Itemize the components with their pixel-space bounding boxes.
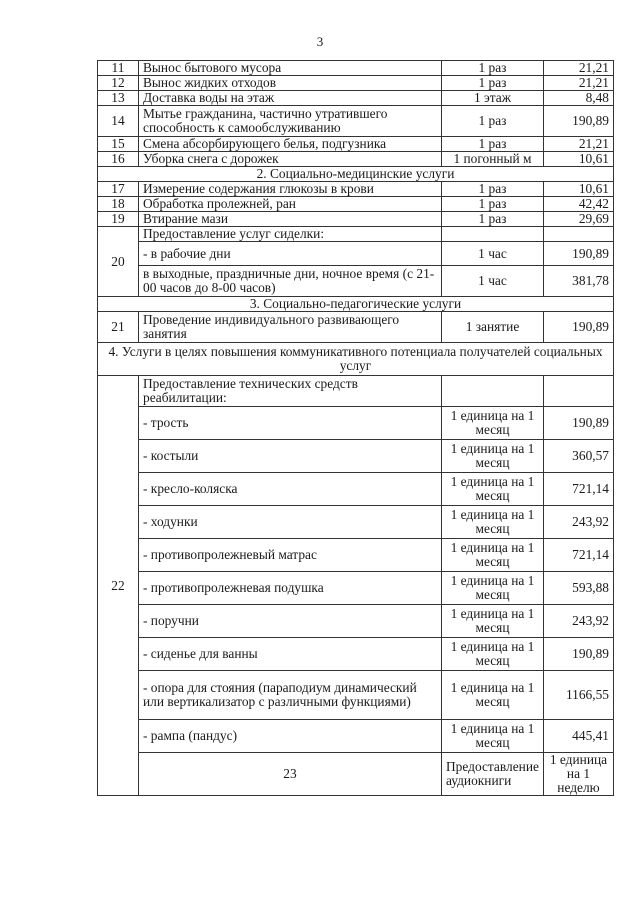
row-number: 22 [98, 376, 139, 796]
price [544, 376, 614, 407]
table-row [98, 91, 614, 106]
price: 190,89 [544, 242, 614, 266]
table-row [98, 182, 614, 197]
unit-of-measure: 1 раз [442, 76, 544, 91]
unit-of-measure: 1 единица на 1 месяц [442, 440, 544, 473]
price: 190,89 [544, 407, 614, 440]
service-name: - рампа (пандус) [139, 720, 442, 753]
price: 8,48 [544, 91, 614, 106]
service-name: Втирание мази [139, 212, 442, 227]
row-number: 21 [98, 312, 139, 343]
price: 721,14 [544, 539, 614, 572]
row-number: 19 [98, 212, 139, 227]
unit-of-measure: 1 раз [442, 106, 544, 137]
service-name: Предоставление услуг сиделки: [139, 227, 442, 242]
service-name: Доставка воды на этаж [139, 91, 442, 106]
service-name: Вынос бытового мусора [139, 61, 442, 76]
service-name: - сиденье для ванны [139, 638, 442, 671]
price: 243,92 [544, 605, 614, 638]
row-number: 12 [98, 76, 139, 91]
unit-of-measure: 1 раз [442, 137, 544, 152]
unit-of-measure: 1 единица на 1 неделю [544, 753, 614, 796]
unit-of-measure: 1 занятие [442, 312, 544, 343]
unit-of-measure: 1 единица на 1 месяц [442, 572, 544, 605]
service-name: - в рабочие дни [139, 242, 442, 266]
price: 10,61 [544, 182, 614, 197]
table-row [98, 506, 614, 539]
table-row [98, 197, 614, 212]
price: 721,14 [544, 473, 614, 506]
table-row [98, 242, 614, 266]
price: 1166,55 [544, 671, 614, 720]
row-number: 23 [139, 753, 442, 796]
table-row [98, 266, 614, 297]
price: 190,89 [544, 312, 614, 343]
price [544, 227, 614, 242]
unit-of-measure: 1 раз [442, 61, 544, 76]
service-name: Предоставление аудиокниги [442, 753, 544, 796]
table-row [98, 137, 614, 152]
table-row [98, 539, 614, 572]
services-tariff-table [97, 60, 614, 796]
service-name: в выходные, праздничные дни, ночное время (с 21-00 часов до 8-00 часов) [139, 266, 442, 297]
unit-of-measure: 1 час [442, 266, 544, 297]
row-number: 20 [98, 227, 139, 297]
section-title: 4. Услуги в целях повышения коммуникативного потенциала получателей социальных услуг [98, 343, 614, 376]
unit-of-measure: 1 единица на 1 месяц [442, 473, 544, 506]
section-title: 3. Социально-педагогические услуги [98, 297, 614, 312]
service-name: Уборка снега с дорожек [139, 152, 442, 167]
unit-of-measure: 1 единица на 1 месяц [442, 407, 544, 440]
service-name: Проведение индивидуального развивающего занятия [139, 312, 442, 343]
table-row [98, 605, 614, 638]
price: 29,69 [544, 212, 614, 227]
unit-of-measure: 1 единица на 1 месяц [442, 539, 544, 572]
section-header-row [98, 297, 614, 312]
row-number: 11 [98, 61, 139, 76]
service-name: Мытье гражданина, частично утратившего способность к самообслуживанию [139, 106, 442, 137]
service-name: Измерение содержания глюкозы в крови [139, 182, 442, 197]
price: 381,78 [544, 266, 614, 297]
unit-of-measure: 1 единица на 1 месяц [442, 605, 544, 638]
page-number: 3 [316, 34, 324, 49]
price: 21,21 [544, 76, 614, 91]
table-row [98, 473, 614, 506]
price: 445,41 [544, 720, 614, 753]
table-row [98, 407, 614, 440]
unit-of-measure: 1 час [442, 242, 544, 266]
service-name: - кресло-коляска [139, 473, 442, 506]
service-name: - противопролежневый матрас [139, 539, 442, 572]
service-name: - ходунки [139, 506, 442, 539]
section-header-row [98, 343, 614, 376]
table-row [98, 152, 614, 167]
unit-of-measure: 1 единица на 1 месяц [442, 720, 544, 753]
price: 21,21 [544, 61, 614, 76]
price: 360,57 [544, 440, 614, 473]
price: 243,92 [544, 506, 614, 539]
price: 21,21 [544, 137, 614, 152]
row-number: 14 [98, 106, 139, 137]
unit-of-measure: 1 единица на 1 месяц [442, 506, 544, 539]
service-name: Смена абсорбирующего белья, подгузника [139, 137, 442, 152]
table-row [98, 212, 614, 227]
service-name: Предоставление технических средств реабилитации: [139, 376, 442, 407]
service-name: - костыли [139, 440, 442, 473]
unit-of-measure: 1 единица на 1 месяц [442, 638, 544, 671]
table-row [98, 440, 614, 473]
unit-of-measure: 1 погонный м [442, 152, 544, 167]
table-row [98, 720, 614, 753]
service-name: - поручни [139, 605, 442, 638]
row-number: 15 [98, 137, 139, 152]
table-row [98, 227, 614, 242]
table-row [98, 106, 614, 137]
unit-of-measure: 1 раз [442, 212, 544, 227]
unit-of-measure: 1 раз [442, 182, 544, 197]
table-row [98, 61, 614, 76]
price: 42,42 [544, 197, 614, 212]
price: 190,89 [544, 106, 614, 137]
price: 593,88 [544, 572, 614, 605]
price: 10,61 [544, 152, 614, 167]
price: 190,89 [544, 638, 614, 671]
table-row [98, 638, 614, 671]
service-name: Обработка пролежней, ран [139, 197, 442, 212]
table-row [98, 312, 614, 343]
table-row [98, 572, 614, 605]
unit-of-measure: 1 этаж [442, 91, 544, 106]
row-number: 17 [98, 182, 139, 197]
section-header-row [98, 167, 614, 182]
table-row [98, 671, 614, 720]
service-name: Вынос жидких отходов [139, 76, 442, 91]
row-number: 18 [98, 197, 139, 212]
service-name: - противопролежневая подушка [139, 572, 442, 605]
row-number: 16 [98, 152, 139, 167]
service-name: - трость [139, 407, 442, 440]
service-name: - опора для стояния (параподиум динамический или вертикализатор с различными функциями) [139, 671, 442, 720]
unit-of-measure: 1 единица на 1 месяц [442, 671, 544, 720]
table-row [98, 376, 614, 407]
section-title: 2. Социально-медицинские услуги [98, 167, 614, 182]
unit-of-measure [442, 227, 544, 242]
row-number: 13 [98, 91, 139, 106]
unit-of-measure [442, 376, 544, 407]
unit-of-measure: 1 раз [442, 197, 544, 212]
table-row [98, 753, 614, 796]
table-row [98, 76, 614, 91]
